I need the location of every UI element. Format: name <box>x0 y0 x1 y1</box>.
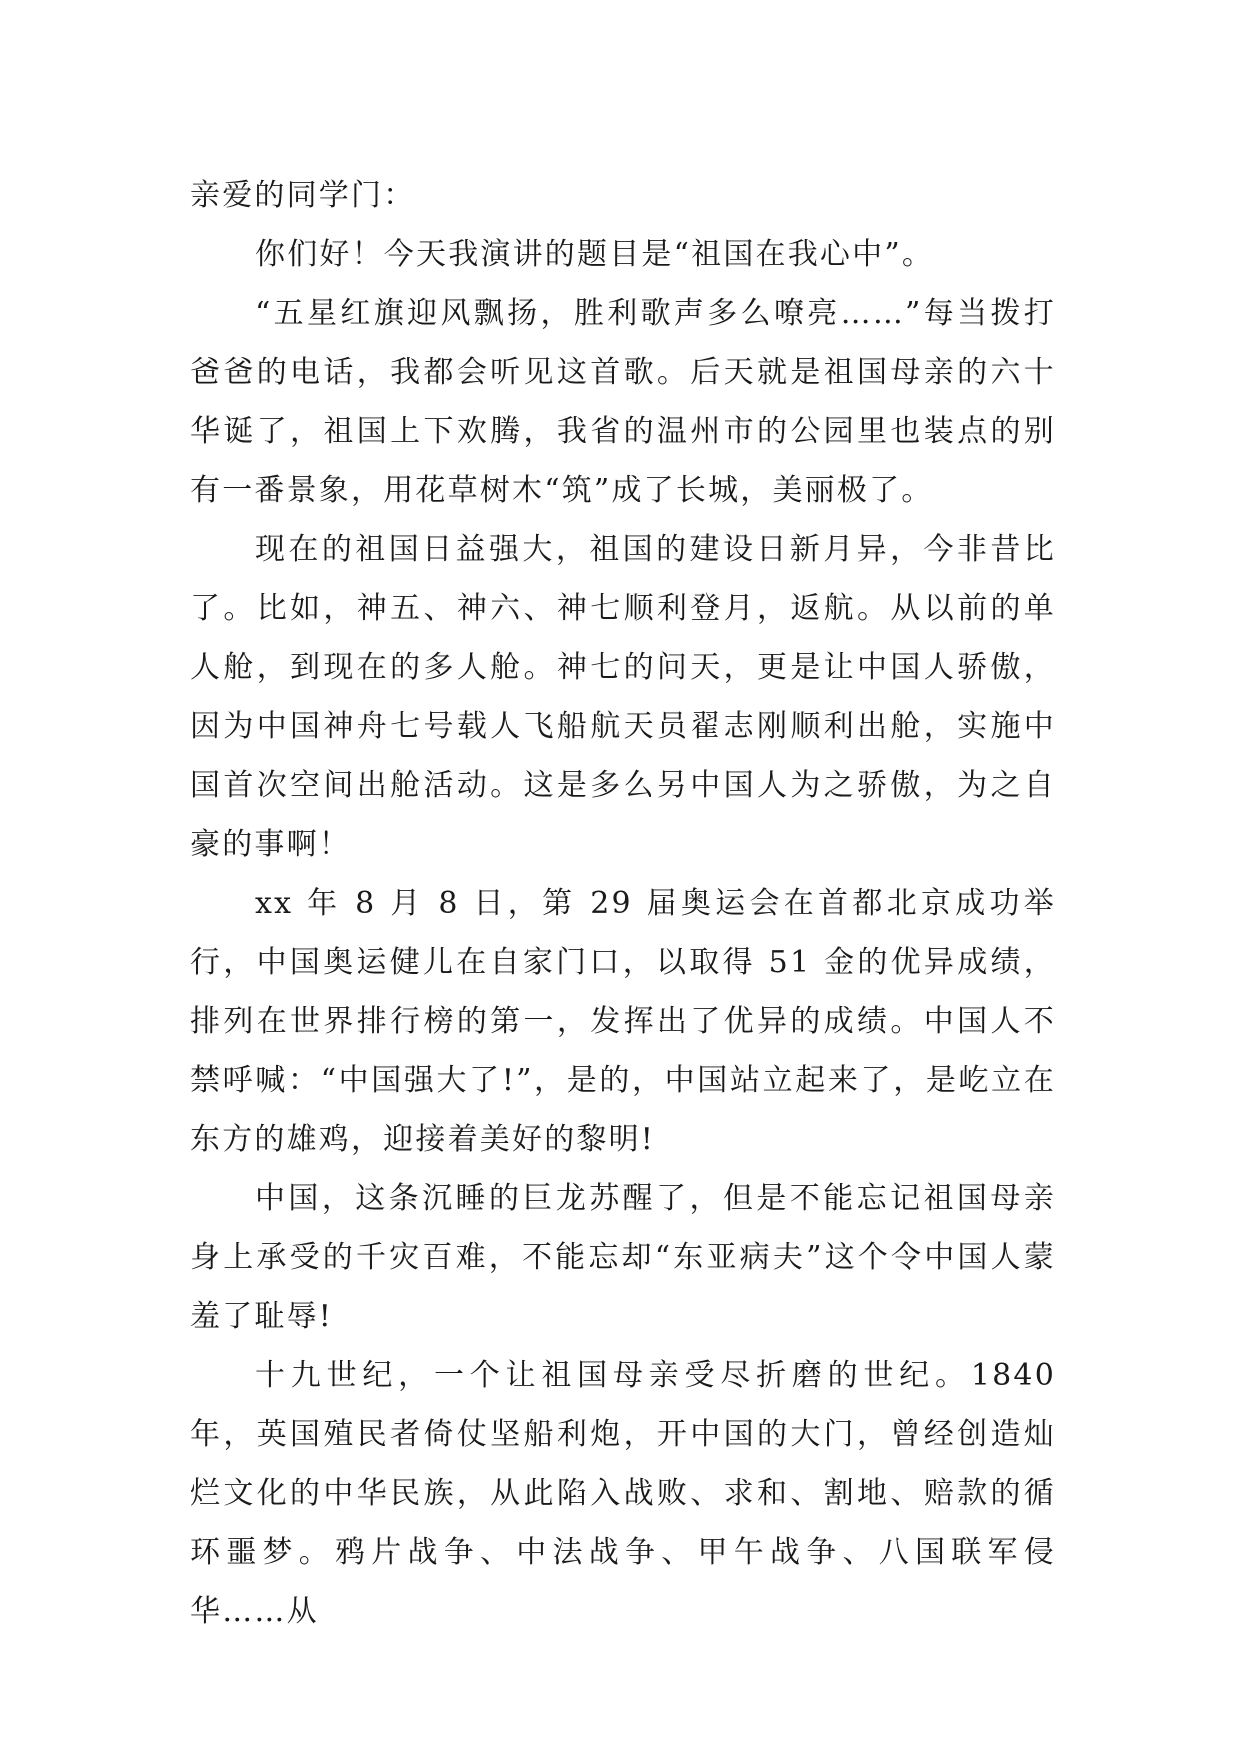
paragraph-olympics: xx 年 8 月 8 日，第 29 届奥运会在首都北京成功举行，中国奥运健儿在自家门口，以取得 51 金的优异成绩，排列在世界排行榜的第一，发挥出了优异的成绩。中国人不禁呼喊：“中国强大了!”，是的，中国站立起来了，是屹立在东方的雄鸡，迎接着美好的黎明! <box>190 886 1056 1157</box>
paragraph-nineteenth-century: 十九世纪，一个让祖国母亲受尽折磨的世纪。1840 年，英国殖民者倚仗坚船利炮，开中国的大门，曾经创造灿烂文化的中华民族，从此陷入战败、求和、割地、赔款的循环噩梦。鸦片战争、中法战争、甲午战争、八国联军侵华……从 <box>190 1358 1056 1629</box>
speech-body <box>190 166 1056 1641</box>
paragraph-space-program: 现在的祖国日益强大，祖国的建设日新月异，今非昔比了。比如，神五、神六、神七顺利登月，返航。从以前的单人舱，到现在的多人舱。神七的问天，更是让中国人骄傲，因为中国神舟七号载人飞船航天员翟志刚顺利出舱，实施中国首次空间出舱活动。这是多么另中国人为之骄傲，为之自豪的事啊！ <box>190 532 1056 862</box>
salutation: 亲爱的同学门： <box>190 178 416 213</box>
paragraph-greeting: 你们好！今天我演讲的题目是“祖国在我心中”。 <box>255 237 935 272</box>
paragraph-awakening: 中国，这条沉睡的巨龙苏醒了，但是不能忘记祖国母亲身上承受的千灾百难，不能忘却“东亚病夫”这个令中国人蒙羞了耻辱! <box>190 1181 1056 1334</box>
paragraph-national-day: “五星红旗迎风飘扬，胜利歌声多么嘹亮……”每当拨打爸爸的电话，我都会听见这首歌。后天就是祖国母亲的六十华诞了，祖国上下欢腾，我省的温州市的公园里也装点的别有一番景象，用花草树木“筑”成了长城，美丽极了。 <box>190 296 1056 508</box>
